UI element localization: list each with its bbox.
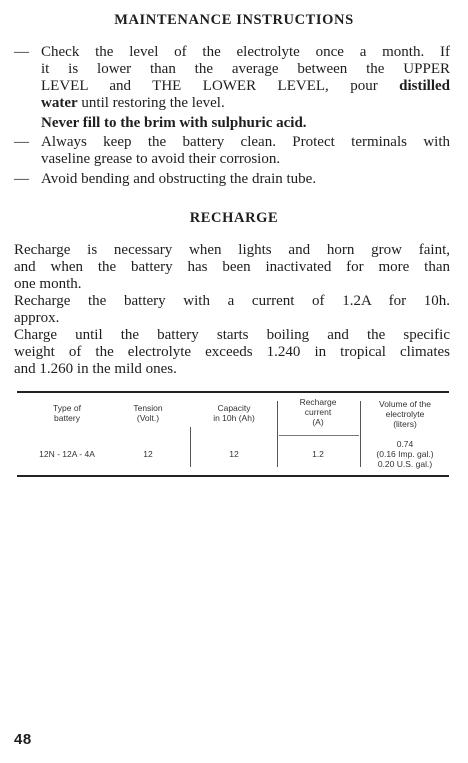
paragraph: Charge until the battery starts boiling and the specific weight of the electrolyte exceeds 1.240 in tropical climates and 1.260 in the mild ones. — [14, 327, 450, 377]
table-header-capacity: Capacity in 10h (Ah) — [213, 403, 255, 423]
text-line: vaseline grease to avoid their corrosion. — [41, 151, 281, 167]
list-item — [14, 134, 450, 168]
table-cell-tension: 12 — [143, 449, 153, 459]
text-line: Always keep the battery clean. Protect terminals with — [41, 134, 450, 150]
list-item — [14, 171, 450, 188]
battery-table — [17, 391, 449, 477]
column-divider — [277, 401, 278, 467]
table-bottom-rule — [17, 475, 449, 477]
table-top-rule — [17, 391, 449, 393]
warning-text: Never fill to the brim with sulphuric acid. — [41, 115, 307, 131]
paragraph: Recharge the battery with a current of 1.2A for 10h. approx. — [14, 293, 450, 326]
table-header-recharge: Recharge current (A) — [299, 397, 337, 427]
column-divider — [190, 427, 191, 467]
maintenance-list — [14, 44, 450, 188]
table-header-type: Type of battery — [53, 403, 81, 423]
list-dash: — — [14, 134, 29, 150]
table-header-volume: Volume of the electrolyte (liters) — [379, 399, 431, 429]
text-line: Avoid bending and obstructing the drain tube. — [41, 171, 317, 187]
list-dash: — — [14, 171, 29, 187]
text-line: LEVEL and THE LOWER LEVEL, pour distilled — [41, 78, 450, 94]
page-title: MAINTENANCE INSTRUCTIONS — [114, 12, 354, 28]
list-item — [14, 44, 450, 132]
table-header-tension: Tension (Volt.) — [133, 403, 163, 423]
bold-text: distilled — [399, 78, 450, 94]
section-heading: RECHARGE — [189, 210, 279, 226]
table-cell-capacity: 12 — [229, 449, 239, 459]
text-line: it is lower than the average between the UPPER — [41, 61, 450, 77]
text-line: Check the level of the electrolyte once a month. If — [41, 44, 450, 60]
recharge-text — [14, 242, 450, 378]
table-cell-volume: 0.74 (0.16 Imp. gal.) 0.20 U.S. gal.) — [376, 439, 434, 469]
text-line: water until restoring the level. — [41, 95, 225, 111]
table-cell-type: 12N - 12A - 4A — [39, 449, 95, 459]
column-divider — [360, 401, 361, 467]
table-cell-current: 1.2 — [312, 449, 324, 459]
header-underline — [279, 435, 359, 436]
list-dash: — — [14, 44, 29, 60]
bold-text: water — [41, 95, 78, 111]
page-number: 48 — [14, 731, 32, 748]
paragraph: Recharge is necessary when lights and horn grow faint, and when the battery has been inactivated for more than one month. — [14, 242, 450, 292]
